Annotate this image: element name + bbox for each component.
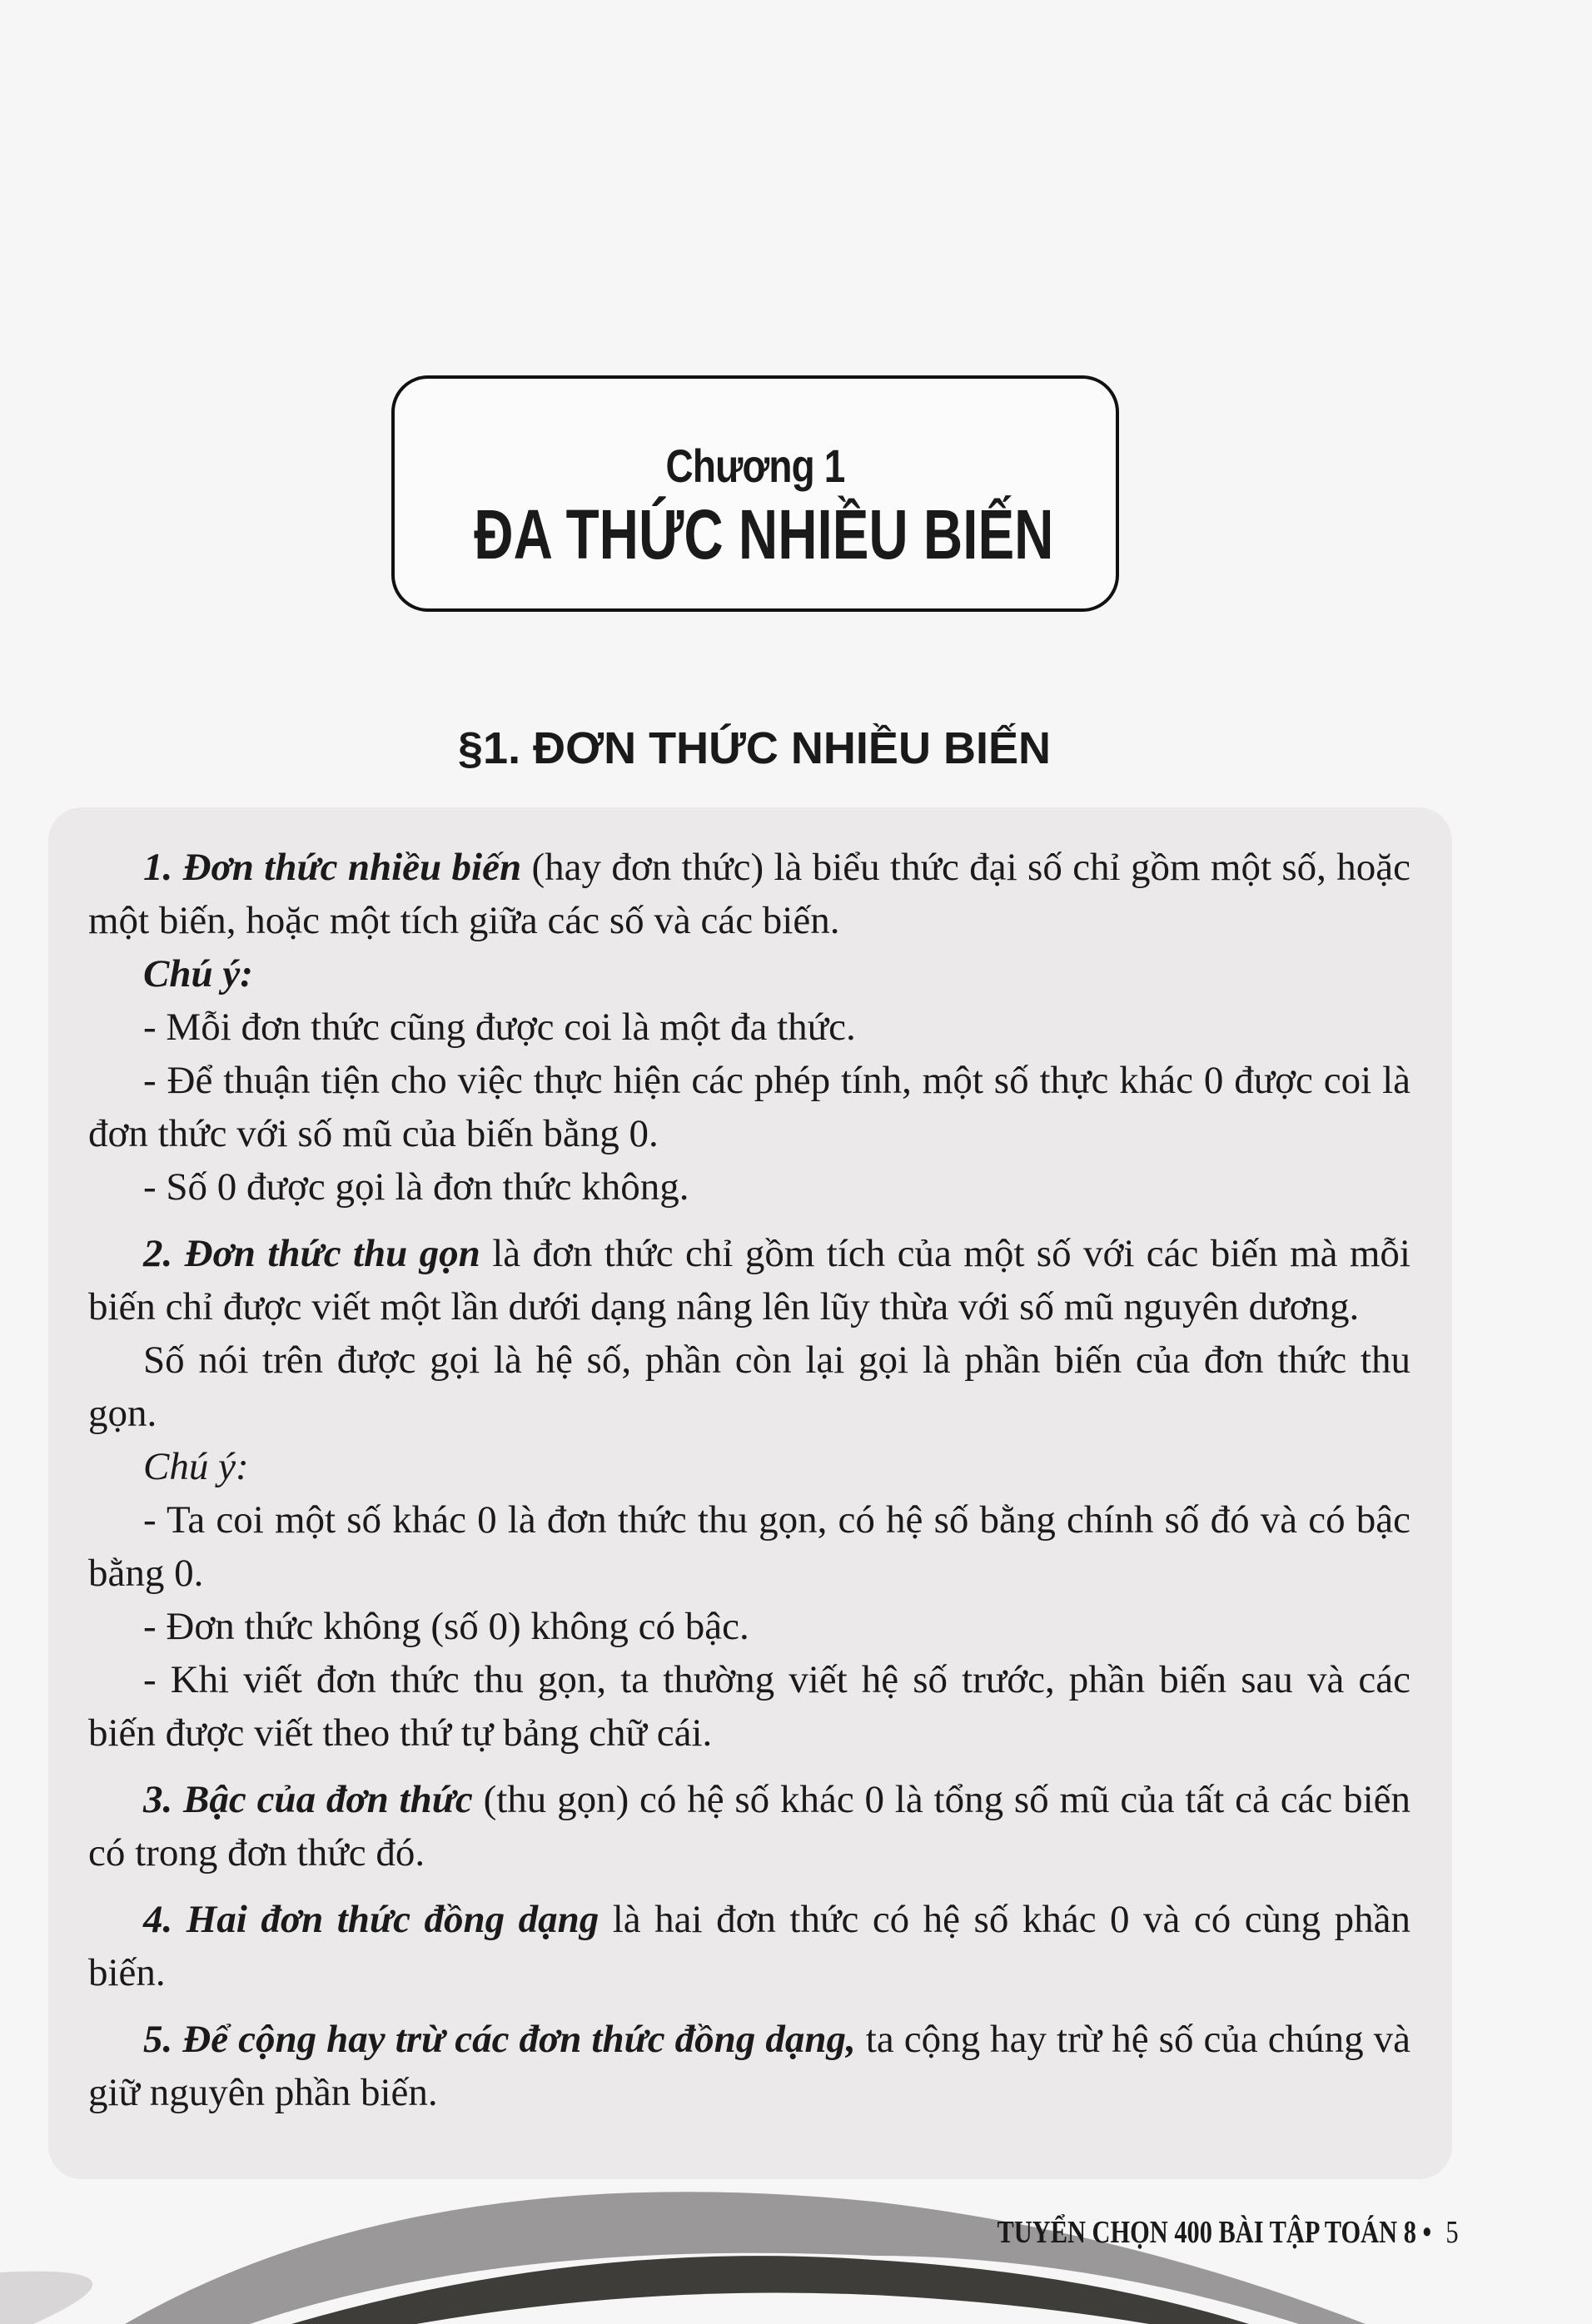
definition-3 <box>88 1773 1410 1880</box>
definition-1 <box>88 841 1410 947</box>
note-item: - Mỗi đơn thức cũng được coi là một đa thức. <box>143 1006 856 1049</box>
note-item: - Ta coi một số khác 0 là đơn thức thu gọn, có hệ số bằng chính số đó và có bậc bằng 0. <box>88 1498 1410 1595</box>
term: 5. Để cộng hay trừ các đơn thức đồng dạng, <box>143 2018 856 2061</box>
note-item: - Khi viết đơn thức thu gọn, ta thường viết hệ số trước, phần biến sau và các biến được viết theo thứ tự bảng chữ cái. <box>88 1658 1410 1755</box>
decorative-swoosh <box>0 2181 1592 2324</box>
bullet-icon: • <box>1422 2215 1432 2250</box>
note-label <box>88 1440 1410 1493</box>
term: 1. Đơn thức nhiều biến <box>143 846 522 889</box>
definition-text: (hay đơn thức) là biểu thức đại số chỉ gồm một số, hoặc một biến, hoặc một tích giữa các số và các biến. <box>88 846 1410 942</box>
term: 3. Bậc của đơn thức <box>143 1778 473 1821</box>
definition-2 <box>88 1227 1410 1333</box>
note-item: - Số 0 được gọi là đơn thức không. <box>143 1165 689 1209</box>
note-item: - Đơn thức không (số 0) không có bậc. <box>143 1605 749 1648</box>
definition-4 <box>88 1893 1410 1999</box>
definition-5 <box>88 2013 1410 2119</box>
definition-text: ta cộng hay trừ hệ số của chúng và giữ nguyên phần biến. <box>88 2018 1410 2114</box>
chapter-title: ĐA THỨC NHIỀU BIẾN <box>474 495 1054 574</box>
page-number: 5 <box>1445 2215 1459 2250</box>
page-footer <box>997 2214 1459 2251</box>
paragraph: Số nói trên được gọi là hệ số, phần còn lại gọi là phần biến của đơn thức thu gọn. <box>88 1338 1410 1435</box>
chapter-number: Chương 1 <box>665 439 845 492</box>
chapter-heading-box <box>391 375 1119 612</box>
note-item: - Để thuận tiện cho việc thực hiện các phép tính, một số thực khác 0 được coi là đơn thức với số mũ của biến bằng 0. <box>88 1059 1410 1155</box>
section-title: §1. ĐƠN THỨC NHIỀU BIẾN <box>458 723 1051 773</box>
book-title: TUYỂN CHỌN 400 BÀI TẬP TOÁN 8 <box>997 2215 1417 2250</box>
definition-text: là đơn thức chỉ gồm tích của một số với các biến mà mỗi biến chỉ được viết một lần dưới dạng nâng lên lũy thừa với số mũ nguyên dương. <box>88 1232 1410 1328</box>
definition-text: (thu gọn) có hệ số khác 0 là tổng số mũ của tất cả các biến có trong đơn thức đó. <box>88 1778 1410 1875</box>
term: 2. Đơn thức thu gọn <box>143 1232 480 1275</box>
note-label <box>88 947 1410 1001</box>
definitions-box <box>48 807 1452 2179</box>
definition-text: là hai đơn thức có hệ số khác 0 và có cùng phần biến. <box>88 1898 1410 1994</box>
note-text: Chú ý: <box>143 1445 249 1488</box>
note-text: Chú ý: <box>143 952 253 996</box>
term: 4. Hai đơn thức đồng dạng <box>143 1898 599 1941</box>
